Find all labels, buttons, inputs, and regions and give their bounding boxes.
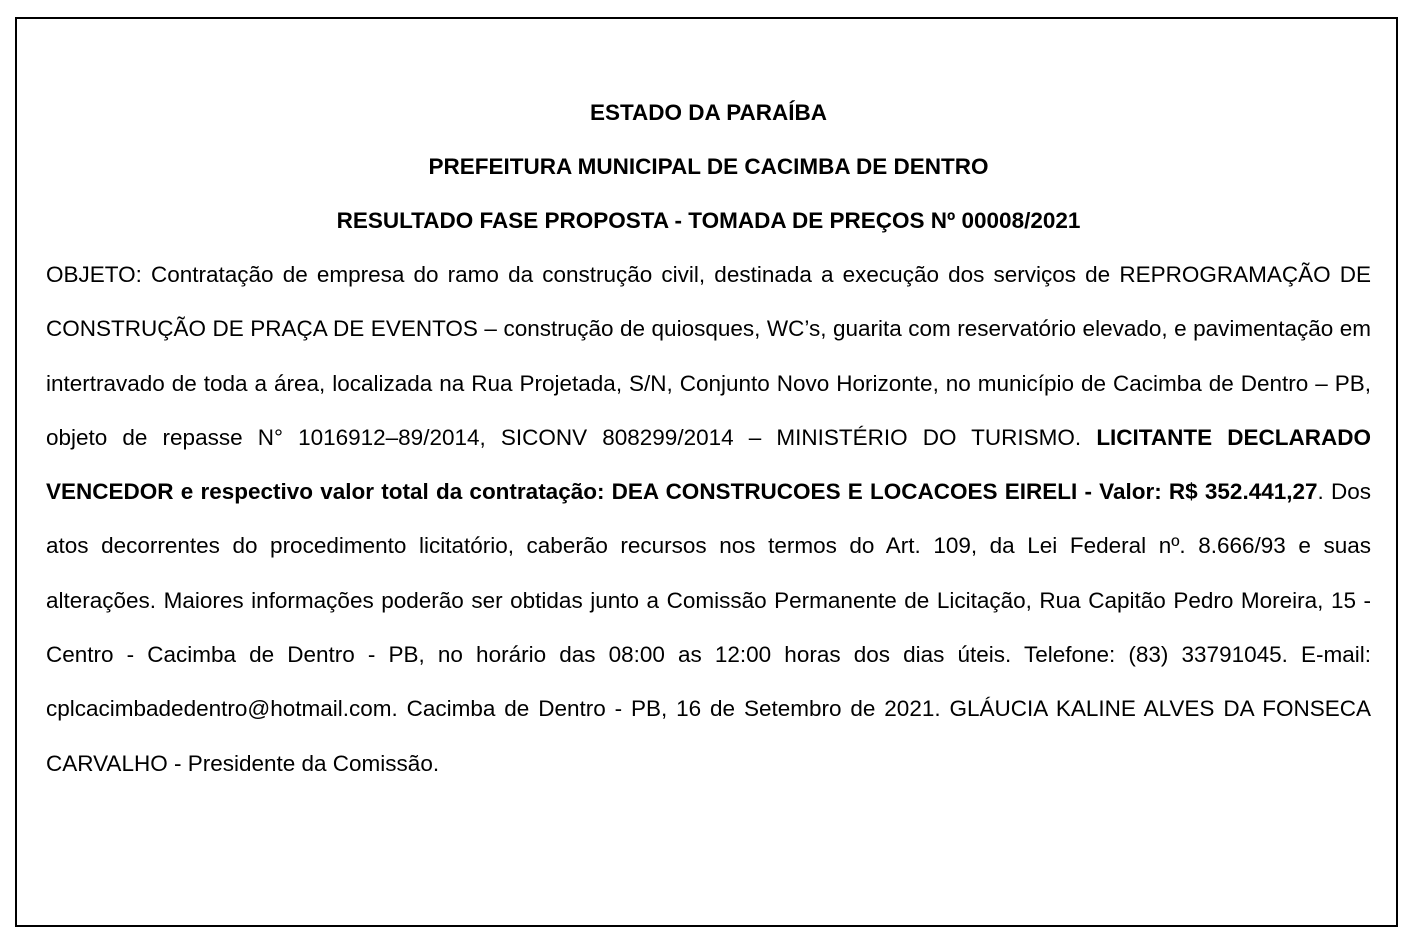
notice-title: RESULTADO FASE PROPOSTA - TOMADA DE PREÇOS Nº 00008/2021 [336,208,1081,233]
notice-content [46,86,1371,791]
object-text: OBJETO: Contratação de empresa do ramo da construção civil, destinada a execução dos serviços de REPROGRAMAÇÃO DE CONSTRUÇÃO DE PRAÇA DE EVENTOS – construção de quiosques, WC’s, guarita com reservatório elevado, e pavimentação em intertravado de toda a área, localizada na Rua Projetada, S/N, Conjunto Novo Horizonte, no município de Cacimba de Dentro – PB, objeto de repasse N° 1016912–89/2014, SICONV 808299/2014 – MINISTÉRIO DO TURISMO. [46,262,1371,450]
state-heading: ESTADO DA PARAÍBA [589,100,828,125]
winner-text: LICITANTE DECLARADO VENCEDOR e respectivo valor total da contratação: DEA CONSTRUCOES E LOCACOES EIRELI - Valor: R$ 352.441,27 [46,424,1371,505]
municipality-heading: PREFEITURA MUNICIPAL DE CACIMBA DE DENTRO [428,154,989,179]
notice-body [46,248,1371,791]
after-winner-text: . Dos atos decorrentes do procedimento licitatório, caberão recursos nos termos do Art. 109, da Lei Federal nº. 8.666/93 e suas alterações. Maiores informações poderão ser obtidas junto a Comissão Permanente de Licitação, Rua Capitão Pedro Moreira, 15 - Centro - Cacimba de Dentro - PB, no horário das 08:00 as 12:00 horas dos dias úteis. Telefone: (83) 33791045. E-mail: cplcacimbadedentro@hotmail.com. Cacimba de Dentro - PB, 16 de Setembro de 2021. GLÁUCIA KALINE ALVES DA FONSECA CARVALHO - Presidente da Comissão. [46,479,1371,776]
